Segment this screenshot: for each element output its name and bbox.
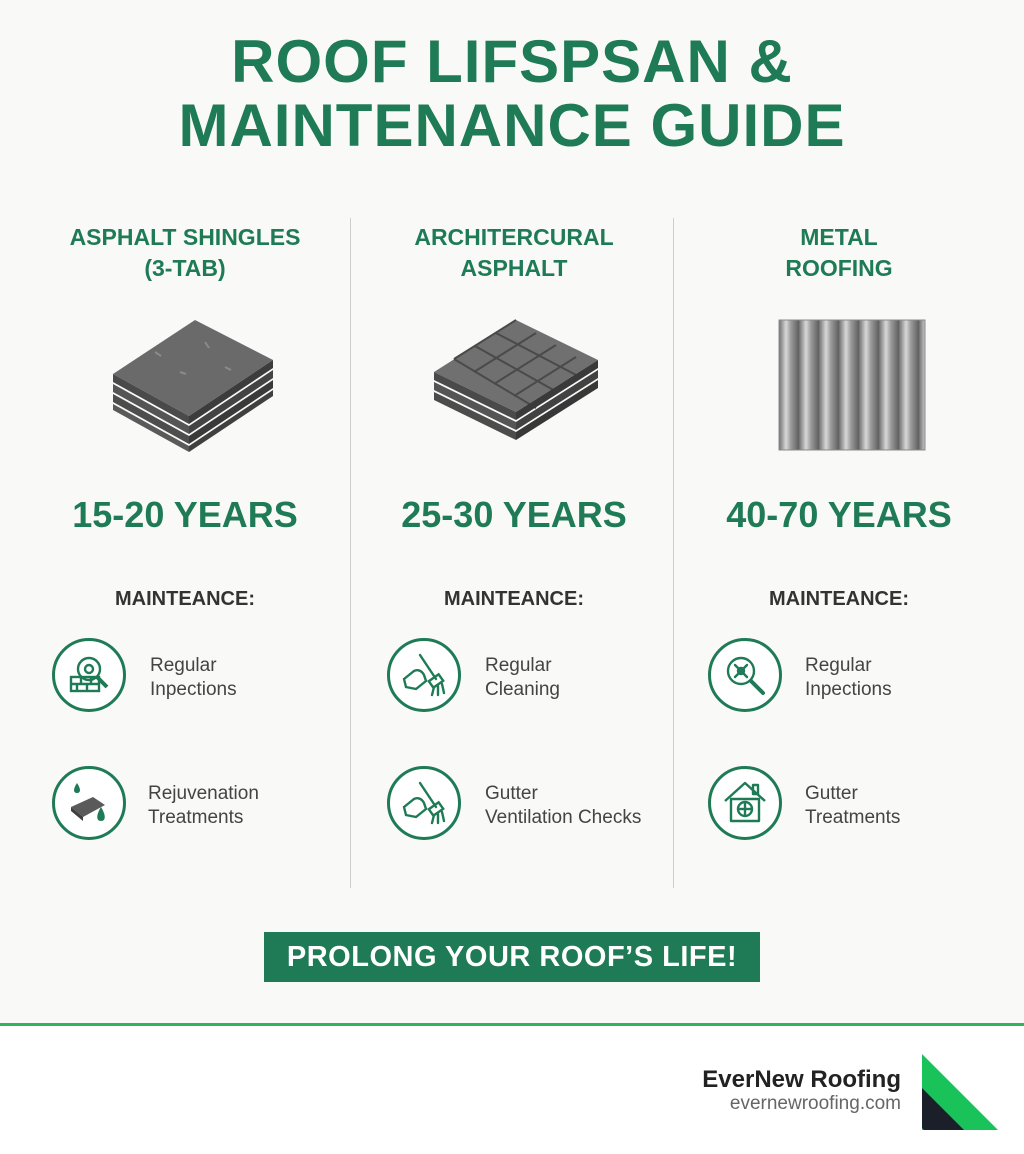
maintenance-item-line-1: Gutter xyxy=(805,783,858,804)
lifespan-years: 25-30 YEARS xyxy=(401,494,627,535)
magnifier-icon xyxy=(708,638,782,712)
column-asphalt-shingles xyxy=(20,222,350,892)
column-title-line-2: ROOFING xyxy=(785,255,893,281)
maintenance-item xyxy=(674,766,1004,850)
maintenance-label: MAINTEANCE: xyxy=(444,588,584,610)
maintenance-item xyxy=(349,766,679,850)
hand-brush-icon xyxy=(387,638,461,712)
column-title xyxy=(674,222,1004,284)
maintenance-item-line-1: Regular xyxy=(485,655,552,676)
corrugated-metal-icon xyxy=(674,312,1004,462)
maintenance-item xyxy=(20,638,350,722)
page-title-line-1: ROOF LIFSPSAN & xyxy=(231,28,793,95)
shingle-droplets-icon xyxy=(52,766,126,840)
maintenance-item-line-2: Ventilation Checks xyxy=(485,807,642,828)
maintenance-item-line-2: Cleaning xyxy=(485,679,560,700)
brand-logo-icon xyxy=(920,1052,1000,1137)
maintenance-item-text xyxy=(148,782,259,830)
maintenance-item-text xyxy=(805,782,900,830)
maintenance-item-line-2: Treatments xyxy=(148,807,244,828)
column-title xyxy=(20,222,350,284)
maintenance-item-text xyxy=(485,782,641,830)
column-title-line-1: ARCHITERCURAL xyxy=(414,224,614,250)
stacked-architectural-shingles-icon xyxy=(349,312,679,462)
column-title-line-2: ASPHALT xyxy=(460,255,568,281)
maintenance-item-line-1: Gutter xyxy=(485,783,538,804)
lifespan-years: 15-20 YEARS xyxy=(72,494,298,535)
column-title-line-2: (3-TAB) xyxy=(144,255,226,281)
maintenance-item-line-1: Rejuvenation xyxy=(148,783,259,804)
lifespan-years: 40-70 YEARS xyxy=(726,494,952,535)
maintenance-item-line-1: Regular xyxy=(150,655,217,676)
maintenance-item-text xyxy=(150,654,237,702)
hand-brush-icon xyxy=(387,766,461,840)
maintenance-item-line-2: Inpections xyxy=(805,679,892,700)
maintenance-item-line-2: Inpections xyxy=(150,679,237,700)
column-title xyxy=(349,222,679,284)
maintenance-item xyxy=(349,638,679,722)
column-architectural-asphalt xyxy=(349,222,679,892)
maintenance-label: MAINTEANCE: xyxy=(769,588,909,610)
maintenance-item-line-2: Treatments xyxy=(805,807,901,828)
brand-url[interactable]: evernewroofing.com xyxy=(729,1093,901,1114)
maintenance-label: MAINTEANCE: xyxy=(115,588,255,610)
maintenance-item xyxy=(674,638,1004,722)
maintenance-item xyxy=(20,766,350,850)
page-title xyxy=(0,30,1024,158)
column-title-line-1: METAL xyxy=(800,224,878,250)
column-metal-roofing xyxy=(674,222,1004,892)
maintenance-item-line-1: Regular xyxy=(805,655,872,676)
brand-name: EverNew Roofing xyxy=(702,1066,901,1093)
roof-magnifier-icon xyxy=(52,638,126,712)
page-title-line-2: MAINTENANCE GUIDE xyxy=(178,92,846,159)
maintenance-item-text xyxy=(805,654,892,702)
column-title-line-1: ASPHALT SHINGLES xyxy=(69,224,301,250)
maintenance-item-text xyxy=(485,654,560,702)
house-vent-icon xyxy=(708,766,782,840)
cta-banner: PROLONG YOUR ROOF’S LIFE! xyxy=(264,932,760,982)
footer xyxy=(0,1026,1024,1154)
stacked-shingles-icon xyxy=(20,312,350,462)
